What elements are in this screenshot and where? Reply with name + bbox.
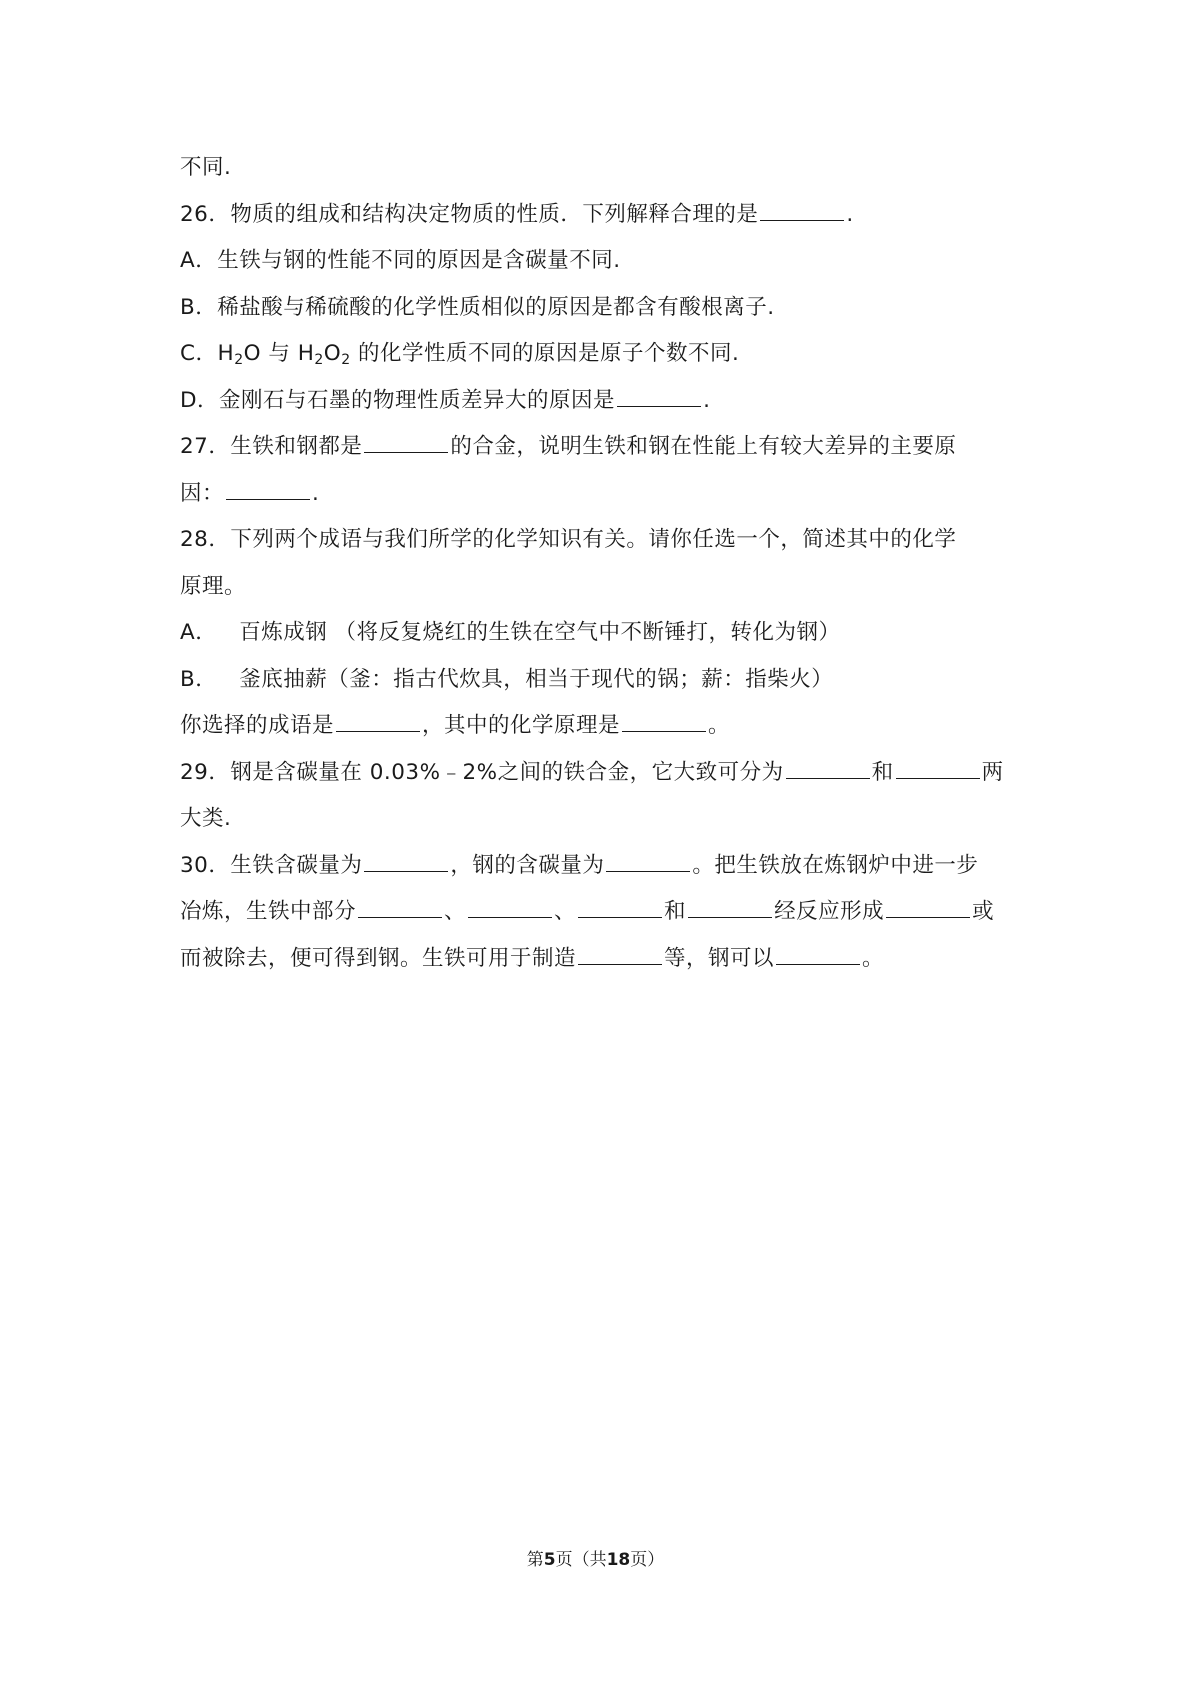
option-28-a (180, 610, 1020, 657)
question-28 (180, 517, 1020, 564)
question-text: 而被除去，便可得到钢。生铁可用于制造 (180, 945, 577, 971)
footer-text: 页（共 (555, 1550, 607, 1570)
answer-blank[interactable] (688, 897, 772, 918)
answer-blank[interactable] (468, 897, 552, 918)
answer-blank[interactable] (786, 758, 870, 779)
answer-blank[interactable] (622, 711, 706, 732)
subscript: 2 (314, 352, 324, 368)
question-text: 和 (871, 759, 894, 785)
answer-blank[interactable] (776, 944, 860, 965)
answer-blank[interactable] (578, 944, 662, 965)
question-30 (180, 843, 1020, 890)
question-text: 29．钢是含碳量在 0.03%﹣2%之间的铁合金，它大致可分为 (180, 759, 784, 785)
answer-blank[interactable] (606, 851, 690, 872)
option-text: O 与 H (243, 341, 315, 366)
page-number: 5 (543, 1550, 556, 1570)
answer-blank[interactable] (896, 758, 980, 779)
answer-blank[interactable] (886, 897, 970, 918)
answer-blank[interactable] (617, 386, 701, 407)
option-text: A．生铁与钢的性能不同的原因是含碳量不同. (180, 248, 621, 273)
question-text: 30．生铁含碳量为 (180, 852, 363, 878)
question-text: 27．生铁和钢都是 (180, 434, 363, 459)
option-text: O (323, 341, 342, 366)
punctuation: . (312, 480, 320, 506)
page-content (180, 145, 1020, 982)
option-28-b (180, 657, 1020, 704)
question-text: 或 (972, 899, 995, 924)
question-text: 。把生铁放在炼钢炉中进一步 (692, 852, 979, 878)
question-text: 原理。 (180, 573, 247, 599)
footer-text: 第 (526, 1550, 544, 1570)
punctuation: 。 (862, 945, 885, 971)
question-30-end (180, 936, 1020, 983)
page-footer (0, 1545, 1191, 1570)
question-text: 28．下列两个成语与我们所学的化学知识有关。请你任选一个，简述其中的化学 (180, 527, 957, 552)
question-text: 等，钢可以 (664, 945, 775, 971)
answer-blank[interactable] (358, 897, 442, 918)
option-text: 百炼成钢 （将反复烧红的生铁在空气中不断锤打，转化为钢） (239, 620, 841, 645)
punctuation: . (703, 387, 711, 413)
answer-blank[interactable] (336, 711, 420, 732)
question-text: 经反应形成 (774, 899, 885, 924)
question-text: 你选择的成语是 (180, 713, 335, 738)
punctuation: 、 (554, 899, 577, 924)
question-29 (180, 750, 1020, 797)
question-27-cont (180, 471, 1020, 518)
option-26-c (180, 331, 1020, 378)
question-text: ，钢的含碳量为 (450, 852, 605, 878)
footer-text: 页） (630, 1550, 665, 1570)
option-26-a (180, 238, 1020, 285)
subscript: 2 (234, 352, 244, 368)
option-text: D．金刚石与石墨的物理性质差异大的原因是 (180, 387, 616, 413)
subscript: 2 (341, 352, 351, 368)
question-text: ，其中的化学原理是 (422, 713, 621, 738)
option-text: B．稀盐酸与稀硫酸的化学性质相似的原因是都含有酸根离子. (180, 294, 775, 320)
option-label: A． (180, 620, 218, 645)
question-text: 冶炼，生铁中部分 (180, 899, 357, 924)
punctuation: . (846, 201, 854, 227)
punctuation: 。 (708, 713, 731, 738)
option-26-d (180, 378, 1020, 425)
answer-blank[interactable] (226, 479, 310, 500)
question-text: 的合金，说明生铁和钢在性能上有较大差异的主要原 (450, 434, 957, 459)
answer-blank[interactable] (760, 200, 844, 221)
option-26-b (180, 285, 1020, 332)
option-text: C．H (180, 341, 235, 366)
question-text: 两 (981, 759, 1004, 785)
text-line (180, 145, 1020, 192)
text-fragment: 不同. (180, 155, 232, 180)
answer-blank[interactable] (364, 851, 448, 872)
answer-blank[interactable] (578, 897, 662, 918)
question-27 (180, 424, 1020, 471)
punctuation: 、 (444, 899, 467, 924)
question-28-answer (180, 703, 1020, 750)
question-26 (180, 192, 1020, 239)
question-text: 大类. (180, 806, 232, 831)
question-30-cont (180, 889, 1020, 936)
answer-blank[interactable] (364, 432, 448, 453)
option-text: 釜底抽薪（釜：指古代炊具，相当于现代的锅；薪：指柴火） (239, 666, 834, 692)
question-28-cont (180, 564, 1020, 611)
question-text: 26．物质的组成和结构决定物质的性质．下列解释合理的是 (180, 201, 759, 227)
question-29-cont (180, 796, 1020, 843)
question-text: 和 (664, 899, 687, 924)
option-label: B． (180, 666, 218, 692)
page-total: 18 (606, 1550, 631, 1570)
option-text: 的化学性质不同的原因是原子个数不同. (350, 341, 740, 366)
question-text: 因： (180, 480, 225, 506)
